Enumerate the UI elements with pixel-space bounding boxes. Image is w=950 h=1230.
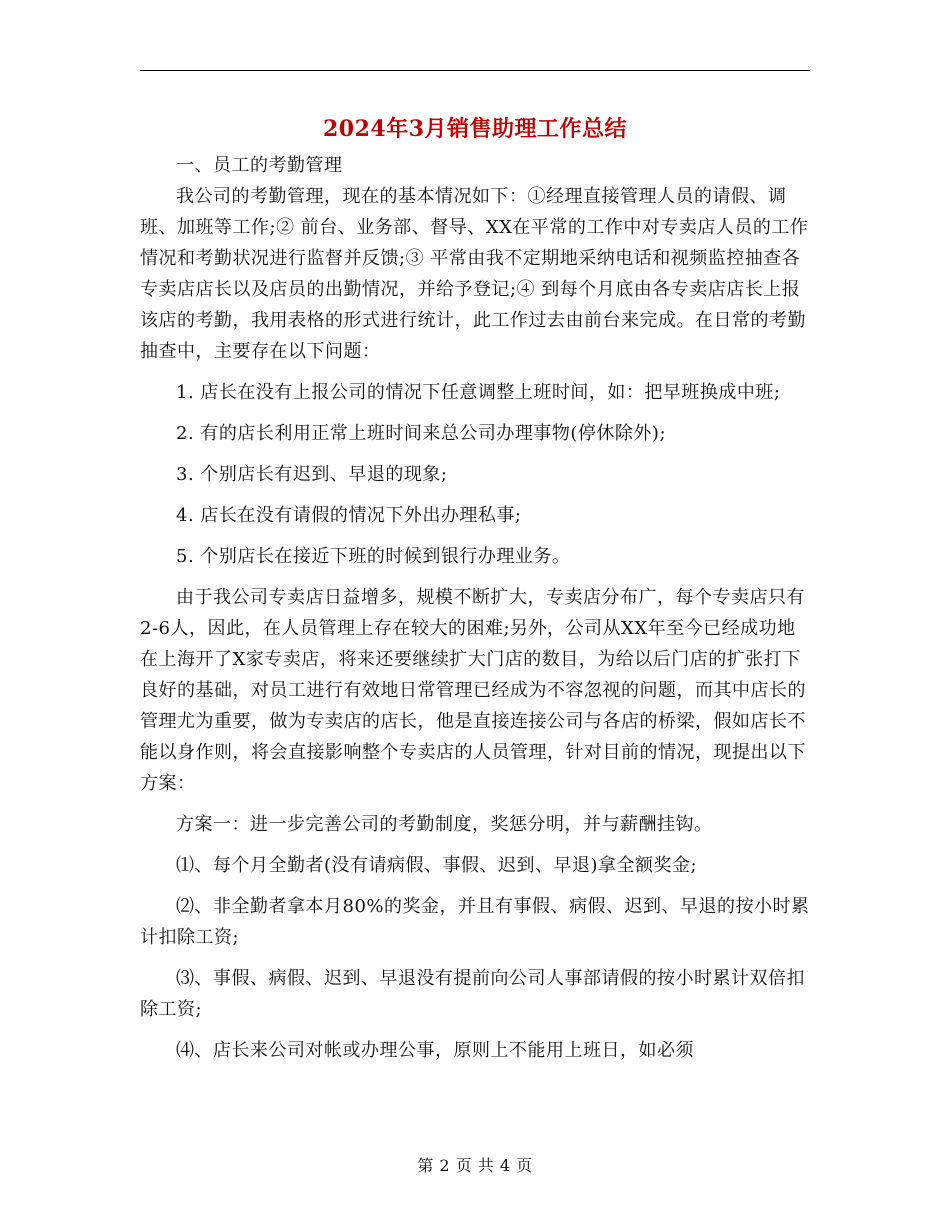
document-body <box>140 150 810 1066</box>
section-heading: 一、员工的考勤管理 <box>176 155 343 176</box>
plan-item-2: ⑵、非全勤者拿本月80%的奖金，并且有事假、病假、迟到、早退的按小时累计扣除工资; <box>140 896 810 948</box>
list-item-5: 5. 个别店长在接近下班的时候到银行办理业务。 <box>176 546 571 567</box>
list-item-3: 3. 个别店长有迟到、早退的现象; <box>176 464 448 485</box>
header-rule <box>140 70 810 71</box>
list-item-2: 2. 有的店长利用正常上班时间来总公司办理事物(停休除外); <box>176 423 667 444</box>
plan-item-1: ⑴、每个月全勤者(没有请病假、事假、迟到、早退)拿全额奖金; <box>176 855 698 876</box>
plan-item-3: ⑶、事假、病假、迟到、早退没有提前向公司人事部请假的按小时累计双倍扣除工资; <box>140 968 805 1020</box>
document-title: 2024年3月销售助理工作总结 <box>322 116 628 142</box>
plan-one-heading: 方案一：进一步完善公司的考勤制度，奖惩分明，并与薪酬挂钩。 <box>176 814 713 835</box>
page-number: 第 2 页 共 4 页 <box>417 1156 533 1175</box>
paragraph-attendance: 我公司的考勤管理，现在的基本情况如下：①经理直接管理人员的请假、调班、加班等工作;② 前台、业务部、督导、XX在平常的工作中对专卖店人员的工作情况和考勤状况进行监督并反馈;③ 平常由我不定期地采纳电话和视频监控抽查各专卖店店长以及店员的出勤情况，并给予登记;④ 到每个月底由各专卖店店长上报该店的考勤，我用表格的形式进行统计，此工作过去由前台来完成。在日常的考勤抽查中，主要存在以下问题： <box>140 186 809 362</box>
list-item-4: 4. 店长在没有请假的情况下外出办理私事; <box>176 505 522 526</box>
list-item-1: 1. 店长在没有上报公司的情况下任意调整上班时间，如：把早班换成中班; <box>176 382 781 403</box>
paragraph-context: 由于我公司专卖店日益增多，规模不断扩大，专卖店分布广，每个专卖店只有2-6人，因此，在人员管理上存在较大的困难;另外，公司从XX年至今已经成功地在上海开了X家专卖店，将来还要继续扩大门店的数目，为给以后门店的扩张打下良好的基础，对员工进行有效地日常管理已经成为不容忽视的问题，而其中店长的管理尤为重要，做为专卖店的店长，他是直接连接公司与各店的桥梁，假如店长不能以身作则，将会直接影响整个专卖店的人员管理，针对目前的情况，现提出以下方案： <box>140 587 806 794</box>
plan-item-4: ⑷、店长来公司对帐或办理公事，原则上不能用上班日，如必须 <box>176 1040 694 1061</box>
